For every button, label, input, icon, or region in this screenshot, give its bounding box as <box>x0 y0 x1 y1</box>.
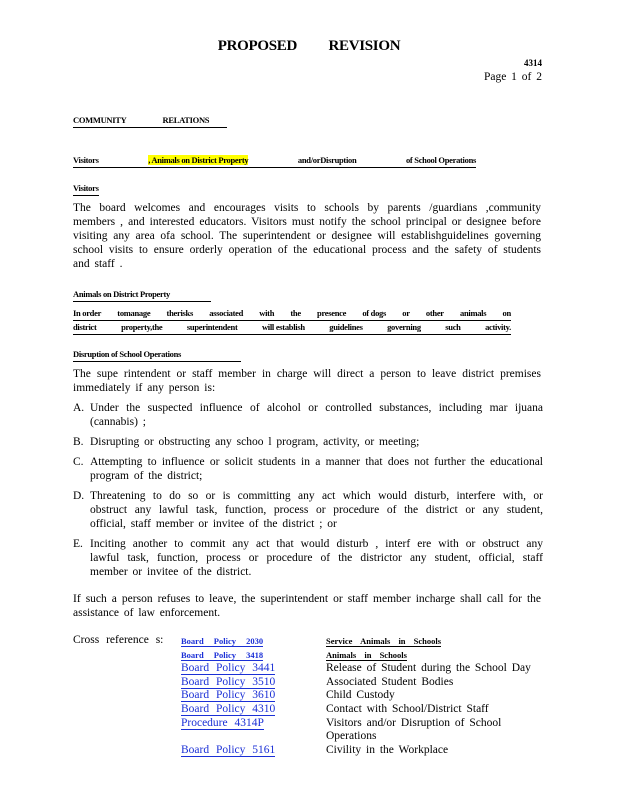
animals-word: presence <box>317 308 347 318</box>
section-heading <box>73 115 227 128</box>
section-right: RELATIONS <box>162 115 210 125</box>
cross-reference-row <box>181 744 541 758</box>
topic-disruption: and/orDisruption <box>297 155 357 165</box>
animals-word: or <box>402 308 410 318</box>
list-item <box>73 489 543 531</box>
animals-word: therisks <box>166 308 193 318</box>
animals-word: animals <box>460 308 487 318</box>
topic-visitors: Visitors <box>73 155 99 165</box>
policy-link[interactable]: Board Policy 3441 <box>181 662 276 675</box>
animals-word: governing <box>387 322 421 332</box>
list-item-letter: C. <box>73 456 84 468</box>
list-item <box>73 401 543 429</box>
animals-paragraph <box>73 307 511 335</box>
animals-word: associated <box>209 308 244 318</box>
animals-word: with <box>259 308 275 318</box>
policy-subject: Release of Student during the School Day <box>326 662 531 675</box>
page-indicator: Page 1 of 2 <box>483 71 542 83</box>
list-item-text: Under the suspected influence of alcohol or controlled substances, including mar ijuana (cannabis) ; <box>90 402 543 428</box>
animals-word: other <box>425 308 444 318</box>
animals-word: activity. <box>485 322 511 332</box>
list-item-text: Threatening to do so or is committing any act which would disturb, interfere with, or obstruct any lawful task, function, process or procedure of the district or any student, official, staff member or invitee of the district ; or <box>90 490 543 530</box>
policy-link[interactable]: Board Policy 5161 <box>181 743 276 756</box>
policy-subject: Civility in the Workplace <box>326 743 449 756</box>
list-item-text: Inciting another to commit any act that would disturb , interf ere with or obstruct any lawful task, function, process or procedure of the districtor any student, official, staff member or invitee of the district. <box>90 538 543 578</box>
animals-word: on <box>502 308 511 318</box>
section-left: COMMUNITY <box>73 115 127 125</box>
cross-reference-list <box>181 635 541 757</box>
animals-word: of dogs <box>362 308 387 318</box>
list-item-letter: B. <box>73 436 84 448</box>
animals-word: will establish <box>261 322 305 332</box>
policy-subject: Associated Student Bodies <box>326 675 454 688</box>
policy-subject: Contact with School/District Staff <box>326 702 489 715</box>
policy-subject: Animals in Schools <box>326 649 407 660</box>
animals-word: district <box>73 322 97 332</box>
policy-subject: Visitors and/or Disruption of School Operations <box>326 716 502 743</box>
policy-number: 4314 <box>524 58 542 68</box>
animals-word: tomanage <box>117 308 151 318</box>
topic-school-operations: of School Operations <box>405 155 476 165</box>
policy-link[interactable]: Board Policy 4310 <box>181 702 276 715</box>
policy-topic <box>73 155 476 168</box>
cross-reference-row <box>181 717 541 744</box>
cross-reference-row <box>181 635 541 649</box>
visitors-heading: Visitors <box>73 183 99 196</box>
animals-line-1 <box>73 307 511 321</box>
policy-subject: Service Animals in Schools <box>326 636 442 646</box>
animals-word: guidelines <box>329 322 363 332</box>
disruption-heading: Disruption of School Operations <box>73 349 241 362</box>
list-item-text: Attempting to influence or solicit students in a manner that does not further the educational program of the district; <box>90 456 543 482</box>
list-item <box>73 435 543 449</box>
list-item-letter: A. <box>73 402 85 414</box>
policy-link[interactable]: Board Policy 3418 <box>181 649 264 660</box>
visitors-paragraph: The board welcomes and encourages visits to schools by parents /guardians ,community members , and interested educators. Visitors must notify the school principal or designee before visiting any area ofa school. The superintendent or designee will establishguidelines governing school visits to ensure orderly operation of the educational process and the safety of students and staff . <box>73 202 541 270</box>
animals-line-2 <box>73 321 511 335</box>
cross-reference-row <box>181 689 541 703</box>
cross-reference-row <box>181 662 541 676</box>
policy-link[interactable]: Board Policy 2030 <box>181 636 264 646</box>
animals-word: property,the <box>121 322 163 332</box>
disruption-intro: The supe rintendent or staff member in charge will direct a person to leave district premises immediately if any person is: <box>73 368 541 394</box>
list-item <box>73 455 543 483</box>
animals-heading: Animals on District Property <box>73 289 211 302</box>
cross-reference-row <box>181 703 541 717</box>
page-title: PROPOSED REVISION <box>217 38 401 54</box>
animals-word: the <box>290 308 301 318</box>
list-item-letter: E. <box>73 538 83 550</box>
cross-reference-row <box>181 676 541 690</box>
cross-reference-row <box>181 649 541 663</box>
policy-link[interactable]: Board Policy 3510 <box>181 675 276 688</box>
topic-animals-highlight: , Animals on District Property <box>148 155 249 165</box>
policy-subject: Child Custody <box>326 689 395 702</box>
animals-word: superintendent <box>186 322 238 332</box>
policy-link[interactable]: Board Policy 3610 <box>181 689 276 702</box>
animals-word: such <box>445 322 461 332</box>
animals-word: In order <box>73 308 102 318</box>
list-item-letter: D. <box>73 490 85 502</box>
list-item <box>73 537 543 579</box>
list-item-text: Disrupting or obstructing any schoo l program, activity, or meeting; <box>90 436 420 448</box>
closing-paragraph: If such a person refuses to leave, the superintendent or staff member incharge shall call for the assistance of law enforcement. <box>73 593 541 619</box>
policy-link[interactable]: Procedure 4314P <box>181 716 264 729</box>
cross-reference-label: Cross reference s: <box>73 634 164 646</box>
